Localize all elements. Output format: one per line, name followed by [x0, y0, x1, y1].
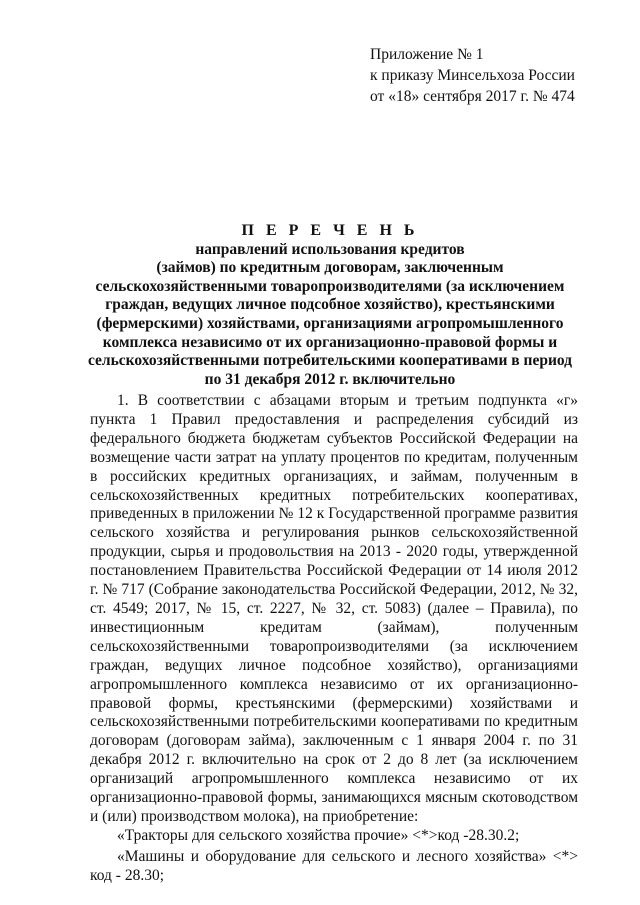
document-title — [80, 222, 580, 389]
title-line: граждан, ведущих личное подсобное хозяйство), крестьянскими — [105, 296, 555, 314]
paragraph-1: 1. В соответствии с абзацами вторым и третьим подпункта «г» пункта 1 Правил предоставления и распределения субсидий из федерального бюджета бюджетам субъектов Российской Федерации на возмещение части затрат на уплату процентов по кредитам, полученным в российских кредитных организациях, и займам, полученным в сельскохозяйственных кредитных потребительских кооперативах, приведенных в приложении № 12 к Государственной программе развития сельского хозяйства и регулирования рынков сельскохозяйственной продукции, сырья и продовольствия на 2013 - 2020 годы, утвержденной постановлением Правительства Российской Федерации от 14 июля 2012 г. № 717 (Собрание законодательства Российской Федерации, 2012, № 32, ст. 4549; 2017, № 15, ст. 2227, № 32, ст. 5083) (далее – Правила), по инвестиционным кредитам (займам), полученным сельскохозяйственными товаропроизводителями (за исключением граждан, ведущих личное подсобное хозяйство), организациями агропромышленного комплекса независимо от их организационно-правовой формы, крестьянскими (фермерскими) хозяйствами и сельскохозяйственными потребительскими кооперативами по кредитным договорам (договорам займа), заключенным с 1 января 2004 г. по 31 декабря 2012 г. включительно на срок от 2 до 8 лет (за исключением организаций агропромышленного комплекса независимо от их организационно-правовой формы, занимающихся мясным скотоводством и (или) производством молока), на приобретение: — [90, 392, 578, 825]
annex-order-date: от «18» сентября 2017 г. № 474 — [370, 88, 575, 105]
title-line: направлений использования кредитов — [195, 240, 465, 258]
title-heading: П Е Р Е Ч Е Н Ь — [241, 222, 419, 239]
annex-number: Приложение № 1 — [370, 46, 484, 63]
annex-order-ref: к приказу Минсельхоза России — [370, 67, 575, 84]
title-line: сельскохозяйственными потребительскими кооперативами в период — [87, 352, 573, 370]
document-body — [90, 392, 578, 886]
title-line: сельскохозяйственными товаропроизводителями (за исключением — [95, 277, 565, 295]
title-line: по 31 декабря 2012 г. включительно — [204, 370, 456, 388]
list-item-machines: «Машины и оборудование для сельского и лесного хозяйства» <*> код - 28.30; — [90, 847, 578, 884]
title-line: (фермерскими) хозяйствами, организациями агропромышленного — [96, 314, 564, 332]
annex-header — [370, 44, 575, 107]
list-item-tractors: «Тракторы для сельского хозяйства прочие» <*>код -28.30.2; — [117, 826, 520, 844]
title-line: (займов) по кредитным договорам, заключенным — [156, 259, 504, 277]
title-line: комплекса независимо от их организационно-правовой формы и — [102, 333, 558, 351]
